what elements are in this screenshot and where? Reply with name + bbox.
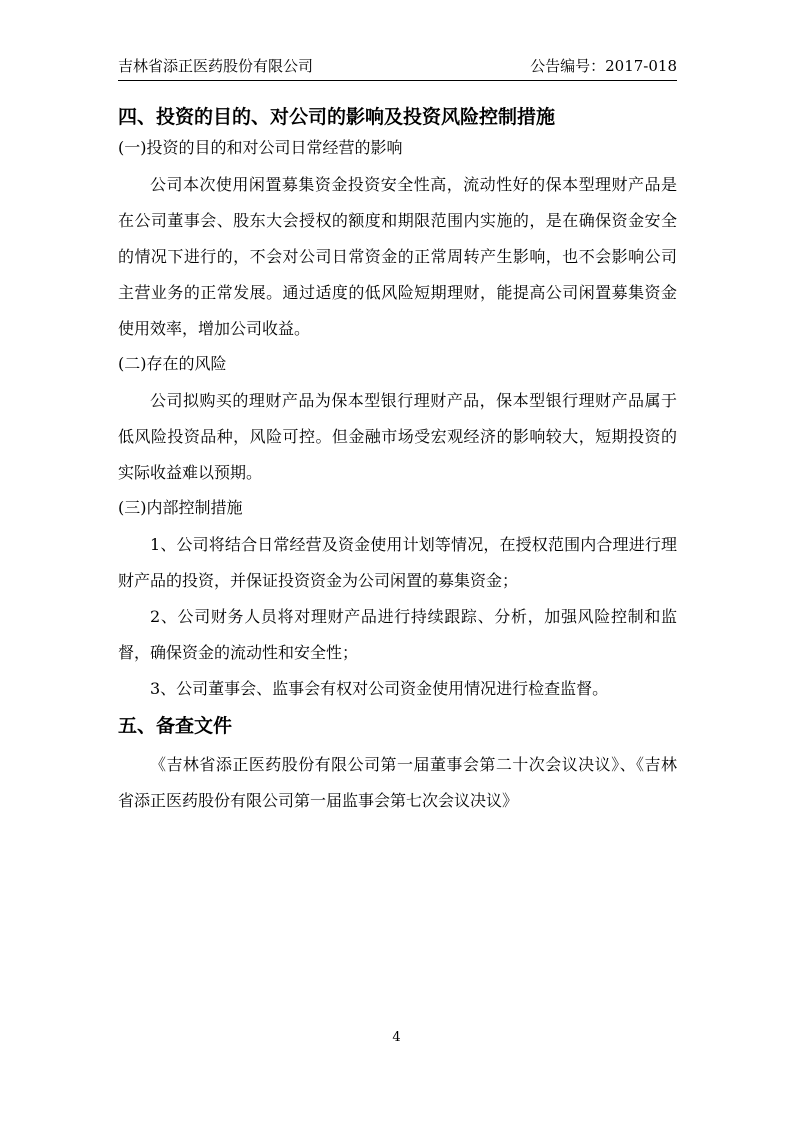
section5-title: 五、备查文件 <box>118 715 233 737</box>
section5-paragraph: 《吉林省添正医药股份有限公司第一届董事会第二十次会议决议》、《吉林省添正医药股份有限公司第一届监事会第七次会议决议》 <box>118 755 677 810</box>
control-measure-1: 1、公司将结合日常经营及资金使用计划等情况，在授权范围内合理进行理财产品的投资，并保证投资资金为公司闲置的募集资金； <box>118 535 677 590</box>
section4-sub2: (二)存在的风险 <box>118 354 227 373</box>
control-measure-2: 2、公司财务人员将对理财产品进行持续跟踪、分析，加强风险控制和监督，确保资金的流动性和安全性； <box>118 607 677 662</box>
page-header <box>118 55 677 81</box>
section4-sub1: (一)投资的目的和对公司日常经营的影响 <box>118 138 403 157</box>
section4-paragraph-2: 公司拟购买的理财产品为保本型银行理财产品，保本型银行理财产品属于低风险投资品种，风险可控。但金融市场受宏观经济的影响较大，短期投资的实际收益难以预期。 <box>118 391 677 482</box>
section4-sub3: (三)内部控制措施 <box>118 498 243 517</box>
page-number: 4 <box>392 1030 401 1045</box>
section4-paragraph-1: 公司本次使用闲置募集资金投资安全性高，流动性好的保本型理财产品是在公司董事会、股东大会授权的额度和期限范围内实施的，是在确保资金安全的情况下进行的，不会对公司日常资金的正常周转产生影响，也不会影响公司主营业务的正常发展。通过适度的低风险短期理财，能提高公司闲置募集资金使用效率，增加公司收益。 <box>118 175 677 338</box>
header-announcement-no: 公告编号：2017-018 <box>530 57 677 75</box>
header-company: 吉林省添正医药股份有限公司 <box>118 57 314 75</box>
control-measure-3: 3、公司董事会、监事会有权对公司资金使用情况进行检查监督。 <box>150 679 609 698</box>
section4-title: 四、投资的目的、对公司的影响及投资风险控制措施 <box>118 106 556 128</box>
document-body <box>118 100 677 819</box>
